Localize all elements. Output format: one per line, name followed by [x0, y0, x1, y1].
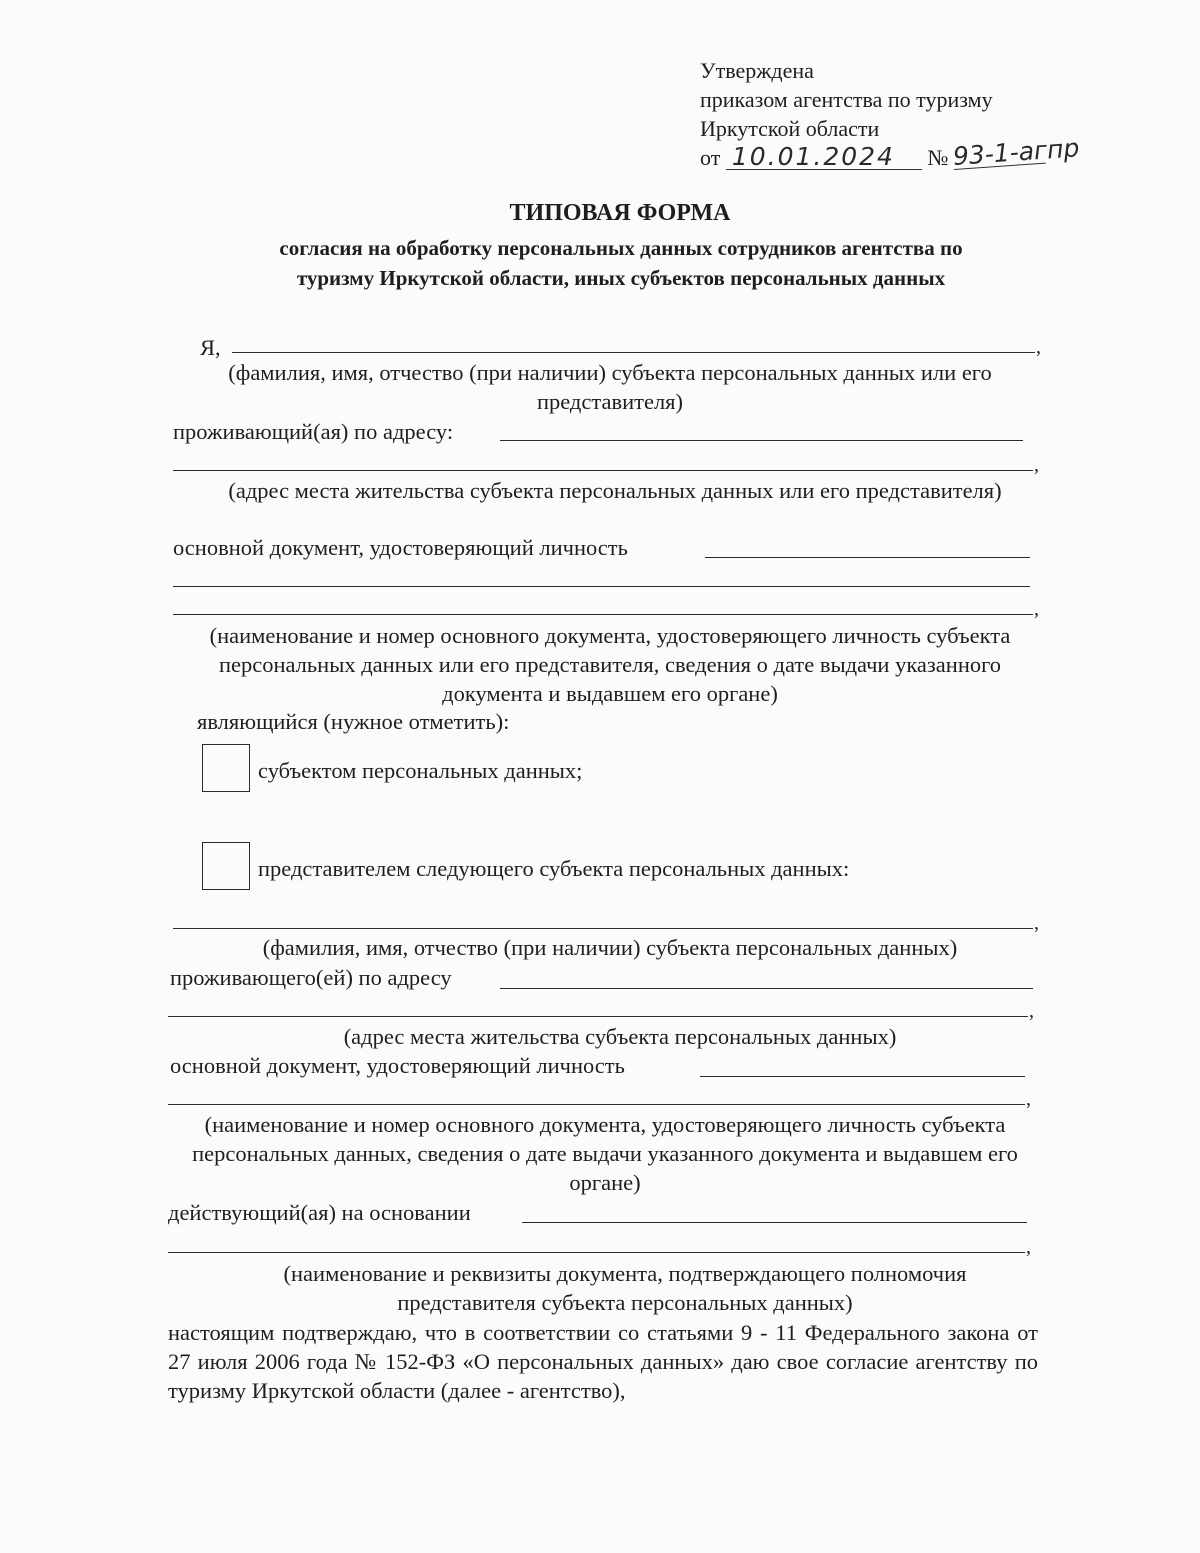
address2-field-2[interactable]: [168, 1016, 1028, 1017]
approval-number-handwritten: 93-1-агпр: [951, 133, 1081, 171]
approval-block: [700, 56, 1081, 172]
hint-doc2: (наименование и номер основного документа, удостоверяющего личность субъекта персональных данных, сведения о дате выдачи указанного документа и выдавшем его органе): [192, 1112, 1018, 1195]
approval-date-line: [700, 133, 1081, 172]
form-subtitle: [196, 233, 1046, 293]
doc2-field-2[interactable]: [168, 1104, 1025, 1105]
address-field-2[interactable]: [173, 470, 1033, 471]
i-label: Я,: [200, 335, 221, 360]
address-field-1[interactable]: [500, 440, 1023, 441]
approval-number-label: №: [927, 145, 949, 170]
option-representative-label: представителем следующего субъекта персональных данных:: [258, 856, 850, 881]
fio2-field[interactable]: [173, 928, 1033, 929]
address2-field-1[interactable]: [500, 988, 1033, 989]
doc2-field-1[interactable]: [700, 1076, 1025, 1077]
being-label: являющийся (нужное отметить):: [197, 709, 510, 734]
address2-comma: ,: [1029, 1000, 1034, 1022]
checkbox-representative[interactable]: [202, 842, 250, 890]
fio-field[interactable]: [232, 352, 1035, 353]
doc2-label: основной документ, удостоверяющий личность: [170, 1053, 625, 1078]
residing2-label: проживающего(ей) по адресу: [170, 965, 452, 990]
hint-fio: (фамилия, имя, отчество (при наличии) субъекта персональных данных или его представителя): [228, 360, 992, 414]
hint-address2: (адрес места жительства субъекта персональных данных): [343, 1024, 897, 1049]
approval-line-2: приказом агентства по туризму: [700, 87, 993, 112]
doc-comma: ,: [1034, 598, 1039, 620]
basis-field-1[interactable]: [522, 1222, 1027, 1223]
doc-label: основной документ, удостоверяющий личность: [173, 535, 628, 560]
approval-line-3: Иркутской области: [700, 116, 880, 141]
doc-field-3[interactable]: [173, 614, 1033, 615]
subtitle-line-2: туризму Иркутской области, иных субъектов персональных данных: [296, 266, 946, 290]
approval-from-label: от: [700, 145, 721, 170]
checkbox-subject[interactable]: [202, 744, 250, 792]
form-title: ТИПОВАЯ ФОРМА: [509, 200, 731, 226]
hint-doc: (наименование и номер основного документа, удостоверяющего личность субъекта персональных данных или его представителя, сведения о дате выдачи указанного документа и выдавшем его органе): [209, 623, 1011, 706]
doc-field-1[interactable]: [705, 557, 1030, 558]
approval-line-1: Утверждена: [700, 58, 814, 83]
basis-comma: ,: [1026, 1236, 1031, 1258]
doc-field-2[interactable]: [173, 586, 1030, 587]
fio2-comma: ,: [1034, 912, 1039, 934]
residing-label: проживающий(ая) по адресу:: [173, 419, 454, 444]
hint-fio2: (фамилия, имя, отчество (при наличии) субъекта персональных данных): [262, 935, 958, 960]
hint-basis: (наименование и реквизиты документа, подтверждающего полномочия представителя субъекта персональных данных): [283, 1261, 967, 1315]
acting-label: действующий(ая) на основании: [168, 1200, 471, 1225]
fio-comma: ,: [1036, 336, 1041, 358]
hint-address: (адрес места жительства субъекта персональных данных или его представителя): [228, 478, 1002, 503]
option-subject-label: субъектом персональных данных;: [258, 758, 583, 783]
doc2-comma: ,: [1026, 1088, 1031, 1110]
address-comma: ,: [1034, 454, 1039, 476]
approval-date-handwritten: 10.01.2024: [726, 145, 922, 170]
basis-field-2[interactable]: [168, 1252, 1025, 1253]
subtitle-line-1: согласия на обработку персональных данных сотрудников агентства по: [279, 236, 963, 260]
confirmation-paragraph: настоящим подтверждаю, что в соответствии со статьями 9 - 11 Федерального закона от 27 июля 2006 года № 152-ФЗ «О персональных данных» даю свое согласие агентству по туризму Иркутской области (далее - агентство),: [168, 1320, 1038, 1403]
